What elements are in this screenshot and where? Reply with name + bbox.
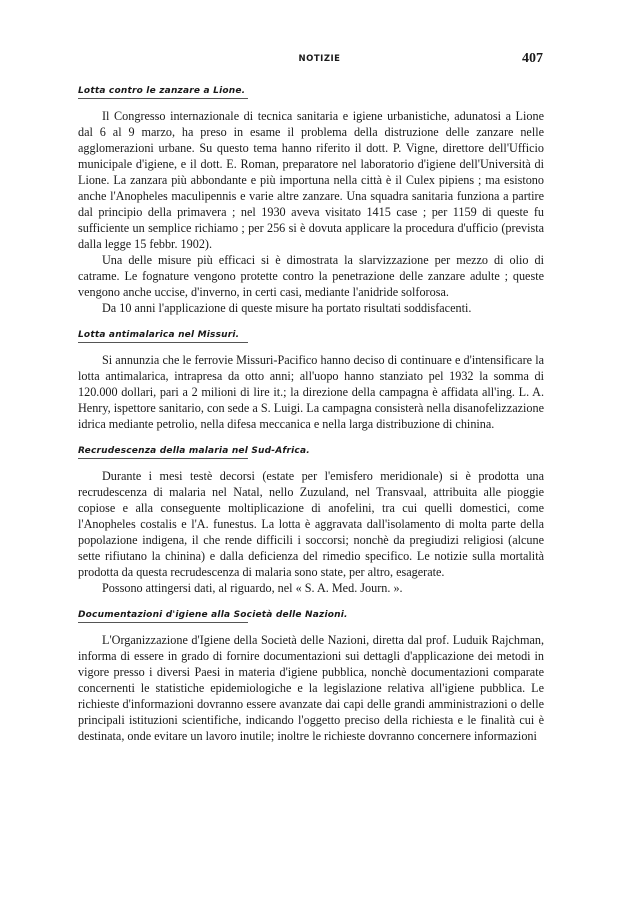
page-header [0, 51, 639, 70]
paragraph: Si annunzia che le ferrovie Missuri-Pacifico hanno deciso di continuare e d'intensificare la lotta antimalarica, intrapresa da otto anni; all'uopo hanno stanziato pel 1932 la somma di 120.000 dollari, pari a 2 milioni di lire it.; la direzione della campagna è affidata all'ing. L. A. Henry, ispettore sanitario, con sede a S. Luigi. La campagna consisterà nella disanofelizzazione idrica mediante petrolio, nella difesa meccanica e nella larga distribuzione di chinina. [78, 353, 544, 431]
section-lione [78, 86, 544, 316]
paragraph: Durante i mesi testè decorsi (estate per l'emisfero meridionale) si è prodotta una recrudescenza di malaria nel Natal, nello Zuzuland, nel Transvaal, attribuita alle pioggie copiose e alla conseguente moltiplicazione di anofelini, tra cui quelli domestici, come l'Anopheles costalis e l'A. funestus. La lotta è aggravata dall'isolamento di molta parte della popolazione indigena, il che rende difficili i soccorsi; nonchè da pregiudizi religiosi (alcune sette rifiutano la chinina) e dalla deficienza del rimedio specifico. Le notizie sulla mortalità prodotta da questa recrudescenza di malaria sono state, per altro, esagerate. [78, 469, 544, 579]
running-title: NOTIZIE [298, 54, 341, 64]
section-sud-africa [78, 446, 544, 596]
section-title: Documentazioni d'igiene alla Società delle Nazioni. [78, 610, 544, 623]
paragraph: Da 10 anni l'applicazione di queste misure ha portato risultati soddisfacenti. [102, 301, 472, 315]
paragraph: Possono attingersi dati, al riguardo, nel « S. A. Med. Journ. ». [102, 581, 403, 595]
section-title: Recrudescenza della malaria nel Sud-Africa. [78, 446, 544, 459]
paragraph: Una delle misure più efficaci si è dimostrata la slarvizzazione per mezzo di olio di catrame. Le fognature vengono protette contro la penetrazione delle zanzare adulte ; queste vengono anche uccise, d'inverno, in certi casi, mediante l'anidride solforosa. [78, 253, 544, 299]
section-title: Lotta antimalarica nel Missuri. [78, 330, 544, 343]
section-societa-nazioni [78, 610, 544, 744]
paragraph: Il Congresso internazionale di tecnica sanitaria e igiene urbanistiche, adunatosi a Lione dal 6 al 9 marzo, ha preso in esame il problema della distruzione delle zanzare nelle agglomerazioni urbane. Su questo tema hanno riferito il dott. P. Vigne, direttore dell'Ufficio municipale d'igiene, e il dott. E. Roman, preparatore nel laboratorio d'igiene dell'Università di Lione. La zanzara più abbondante e più importuna nella città è il Culex pipiens ; ma esistono anche l'Anopheles maculipennis e varie altre zanzare. Una squadra sanitaria funziona a partire dal principio della primavera ; nel 1930 aveva visitato 1415 case ; per 1159 di queste fu sufficiente un semplice richiamo ; per 256 si è dovuta applicare la procedura d'ufficio (prevista dalla legge 15 febbr. 1902). [78, 109, 544, 251]
paragraph: L'Organizzazione d'Igiene della Società delle Nazioni, diretta dal prof. Luduik Rajchman, informa di essere in grado di fornire documentazioni sui dettagli d'applicazione dei metodi in vigore presso i diversi Paesi in materia d'igiene pubblica, nonchè documentazioni comparate concernenti le statistiche epidemiologiche e la legislazione relativa all'igiene pubblica. Le richieste d'informazioni dovranno essere avanzate dai capi delle grandi amministrazioni o delle principali istituzioni scientifiche, indicando l'oggetto preciso della richiesta e le finalità cui è destinata, onde evitare un lavoro inutile; inoltre le richieste dovranno concernere informazioni [78, 633, 544, 743]
page-body [78, 86, 544, 758]
section-title: Lotta contro le zanzare a Lione. [78, 86, 544, 99]
section-missuri [78, 330, 544, 432]
page-number: 407 [522, 51, 543, 66]
